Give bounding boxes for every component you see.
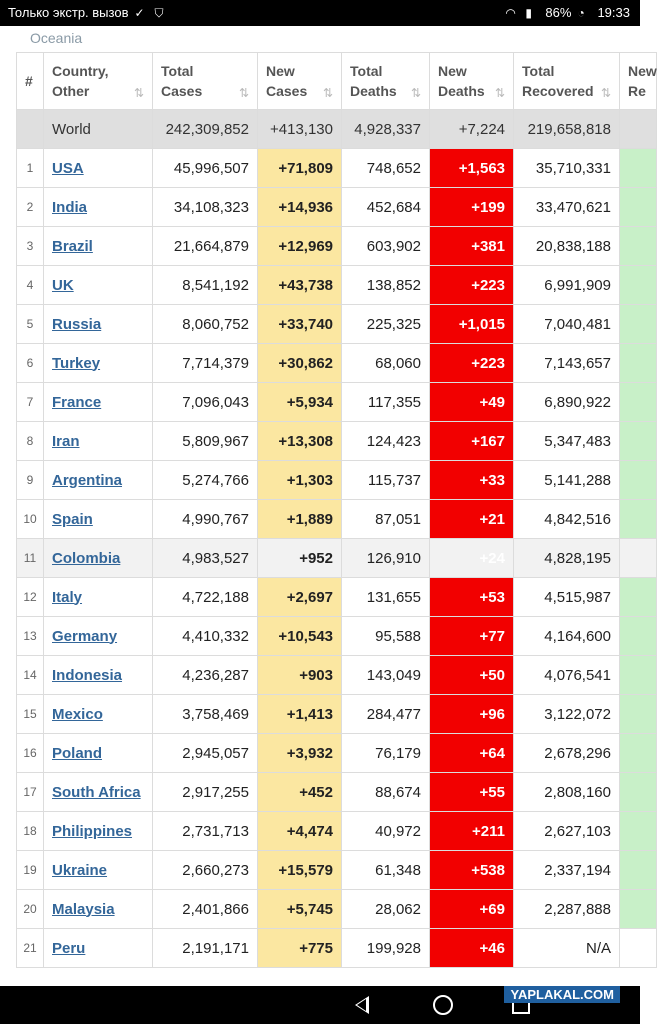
header-num: # xyxy=(17,53,44,110)
table-row xyxy=(17,695,657,734)
new-recovered xyxy=(620,383,657,422)
country-link[interactable]: Italy xyxy=(52,588,83,606)
total-deaths: 126,910 xyxy=(342,539,430,578)
country-link[interactable]: Turkey xyxy=(52,354,101,372)
country-name[interactable] xyxy=(44,929,153,968)
total-recovered: 5,141,288 xyxy=(514,461,620,500)
total-deaths: 138,852 xyxy=(342,266,430,305)
carrier-text: Только экстр. вызов xyxy=(8,5,129,20)
shield-icon: ⛉ xyxy=(154,5,164,20)
new-cases: +1,889 xyxy=(258,500,342,539)
table-row xyxy=(17,773,657,812)
total-deaths: 95,588 xyxy=(342,617,430,656)
new-cases: +71,809 xyxy=(258,149,342,188)
table-row xyxy=(17,188,657,227)
row-num: 15 xyxy=(17,695,44,734)
total-cases: 7,714,379 xyxy=(153,344,258,383)
country-name[interactable] xyxy=(44,812,153,851)
battery-percent: 86% xyxy=(545,5,572,20)
new-deaths: +53 xyxy=(430,578,514,617)
header-new-cases[interactable]: New Cases ⇅ xyxy=(258,53,342,110)
total-deaths: 603,902 xyxy=(342,227,430,266)
new-deaths: +46 xyxy=(430,929,514,968)
row-num: 12 xyxy=(17,578,44,617)
total-recovered: 20,838,188 xyxy=(514,227,620,266)
new-deaths: +24 xyxy=(430,539,514,578)
new-cases: +14,936 xyxy=(258,188,342,227)
country-link[interactable]: Argentina xyxy=(52,471,123,489)
new-deaths: +167 xyxy=(430,422,514,461)
header-total-recovered[interactable]: Total Recovered ⇅ xyxy=(514,53,620,110)
total-deaths: 131,655 xyxy=(342,578,430,617)
total-recovered: 219,658,818 xyxy=(514,110,620,149)
country-name[interactable] xyxy=(44,266,153,305)
new-recovered xyxy=(620,422,657,461)
home-icon[interactable] xyxy=(433,995,453,1015)
total-deaths: 88,674 xyxy=(342,773,430,812)
new-recovered xyxy=(620,578,657,617)
total-cases: 2,731,713 xyxy=(153,812,258,851)
new-deaths: +21 xyxy=(430,500,514,539)
total-recovered: N/A xyxy=(514,929,620,968)
total-recovered: 4,076,541 xyxy=(514,656,620,695)
country-link[interactable]: Indonesia xyxy=(52,666,123,684)
total-recovered: 5,347,483 xyxy=(514,422,620,461)
country-name[interactable] xyxy=(44,149,153,188)
header-new-deaths[interactable]: New Deaths ⇅ xyxy=(430,53,514,110)
new-cases: +1,413 xyxy=(258,695,342,734)
country-link[interactable]: Spain xyxy=(52,510,93,528)
table-row xyxy=(17,344,657,383)
row-num: 20 xyxy=(17,890,44,929)
header-total-cases[interactable]: Total Cases ⇅ xyxy=(153,53,258,110)
country-name[interactable] xyxy=(44,422,153,461)
new-recovered xyxy=(620,110,657,149)
alarm-icon: ◔ xyxy=(577,5,585,20)
new-cases: +13,308 xyxy=(258,422,342,461)
new-recovered xyxy=(620,539,657,578)
country-name[interactable] xyxy=(44,578,153,617)
new-recovered xyxy=(620,500,657,539)
new-cases: +43,738 xyxy=(258,266,342,305)
new-deaths: +33 xyxy=(430,461,514,500)
new-deaths: +50 xyxy=(430,656,514,695)
new-recovered xyxy=(620,695,657,734)
country-link[interactable]: France xyxy=(52,393,102,411)
total-recovered: 33,470,621 xyxy=(514,188,620,227)
table-row xyxy=(17,227,657,266)
new-cases: +12,969 xyxy=(258,227,342,266)
total-cases: 2,917,255 xyxy=(153,773,258,812)
new-deaths: +64 xyxy=(430,734,514,773)
total-recovered: 2,808,160 xyxy=(514,773,620,812)
header-country[interactable]: Country, Other ⇅ xyxy=(44,53,153,110)
total-cases: 242,309,852 xyxy=(153,110,258,149)
new-deaths: +223 xyxy=(430,266,514,305)
new-deaths: +1,015 xyxy=(430,305,514,344)
new-recovered xyxy=(620,266,657,305)
new-cases: +903 xyxy=(258,656,342,695)
country-link[interactable]: Colombia xyxy=(52,549,121,567)
table-row xyxy=(17,812,657,851)
new-recovered xyxy=(620,227,657,266)
new-cases: +952 xyxy=(258,539,342,578)
total-recovered: 2,678,296 xyxy=(514,734,620,773)
row-num: 8 xyxy=(17,422,44,461)
table-row xyxy=(17,617,657,656)
country-link[interactable]: Iran xyxy=(52,432,80,450)
country-name[interactable] xyxy=(44,227,153,266)
table-row xyxy=(17,539,657,578)
covid-table xyxy=(16,52,657,968)
sort-icon[interactable]: ⇅ xyxy=(238,86,249,100)
total-recovered: 35,710,331 xyxy=(514,149,620,188)
country-link[interactable]: UK xyxy=(52,276,74,294)
country-name[interactable] xyxy=(44,383,153,422)
table-row xyxy=(17,851,657,890)
total-deaths: 4,928,337 xyxy=(342,110,430,149)
new-deaths: +96 xyxy=(430,695,514,734)
table-row xyxy=(17,656,657,695)
total-recovered: 4,515,987 xyxy=(514,578,620,617)
total-cases: 7,096,043 xyxy=(153,383,258,422)
new-cases: +5,934 xyxy=(258,383,342,422)
total-deaths: 284,477 xyxy=(342,695,430,734)
new-recovered xyxy=(620,656,657,695)
row-num: 10 xyxy=(17,500,44,539)
new-deaths: +69 xyxy=(430,890,514,929)
status-bar xyxy=(0,0,640,26)
total-cases: 2,945,057 xyxy=(153,734,258,773)
total-deaths: 28,062 xyxy=(342,890,430,929)
country-name[interactable] xyxy=(44,344,153,383)
watermark-logo: YAPLAKAL.COM xyxy=(504,986,620,1003)
new-cases: +2,697 xyxy=(258,578,342,617)
country-name[interactable] xyxy=(44,656,153,695)
total-deaths: 76,179 xyxy=(342,734,430,773)
country-name[interactable] xyxy=(44,734,153,773)
total-cases: 4,983,527 xyxy=(153,539,258,578)
total-deaths: 117,355 xyxy=(342,383,430,422)
total-recovered: 4,164,600 xyxy=(514,617,620,656)
new-cases: +30,862 xyxy=(258,344,342,383)
new-cases: +3,932 xyxy=(258,734,342,773)
sort-icon[interactable]: ⇅ xyxy=(494,86,505,100)
total-deaths: 40,972 xyxy=(342,812,430,851)
new-deaths: +49 xyxy=(430,383,514,422)
row-num: 14 xyxy=(17,656,44,695)
new-deaths: +211 xyxy=(430,812,514,851)
new-recovered xyxy=(620,773,657,812)
new-cases: +10,543 xyxy=(258,617,342,656)
new-recovered xyxy=(620,812,657,851)
row-num xyxy=(17,110,44,149)
total-deaths: 115,737 xyxy=(342,461,430,500)
total-cases: 4,236,287 xyxy=(153,656,258,695)
row-num: 19 xyxy=(17,851,44,890)
row-num: 13 xyxy=(17,617,44,656)
header-total-deaths[interactable]: Total Deaths ⇅ xyxy=(342,53,430,110)
sort-icon[interactable]: ⇅ xyxy=(410,86,421,100)
total-cases: 21,664,879 xyxy=(153,227,258,266)
new-deaths: +7,224 xyxy=(430,110,514,149)
back-icon[interactable] xyxy=(355,996,369,1014)
new-recovered xyxy=(620,734,657,773)
table-row xyxy=(17,734,657,773)
total-deaths: 143,049 xyxy=(342,656,430,695)
clock-time: 19:33 xyxy=(597,5,630,20)
country-name[interactable] xyxy=(44,773,153,812)
total-deaths: 452,684 xyxy=(342,188,430,227)
total-recovered: 7,143,657 xyxy=(514,344,620,383)
country-name[interactable] xyxy=(44,539,153,578)
new-deaths: +199 xyxy=(430,188,514,227)
total-recovered: 7,040,481 xyxy=(514,305,620,344)
row-num: 4 xyxy=(17,266,44,305)
total-cases: 4,990,767 xyxy=(153,500,258,539)
total-cases: 5,809,967 xyxy=(153,422,258,461)
country-link[interactable]: USA xyxy=(52,159,84,177)
country-link[interactable]: Russia xyxy=(52,315,102,333)
total-recovered: 6,991,909 xyxy=(514,266,620,305)
total-cases: 4,722,188 xyxy=(153,578,258,617)
country-name[interactable] xyxy=(44,500,153,539)
new-cases: +15,579 xyxy=(258,851,342,890)
row-num: 11 xyxy=(17,539,44,578)
sort-icon[interactable]: ⇅ xyxy=(133,86,144,100)
new-cases: +775 xyxy=(258,929,342,968)
row-num: 16 xyxy=(17,734,44,773)
new-recovered xyxy=(620,890,657,929)
new-cases: +413,130 xyxy=(258,110,342,149)
row-num: 9 xyxy=(17,461,44,500)
total-cases: 4,410,332 xyxy=(153,617,258,656)
total-deaths: 199,928 xyxy=(342,929,430,968)
total-recovered: 4,842,516 xyxy=(514,500,620,539)
sort-icon[interactable]: ⇅ xyxy=(322,86,333,100)
table-row xyxy=(17,305,657,344)
country-link[interactable]: Peru xyxy=(52,939,86,957)
total-cases: 8,060,752 xyxy=(153,305,258,344)
header-new-recovered[interactable]: New Re xyxy=(620,53,657,110)
country-link[interactable]: Poland xyxy=(52,744,103,762)
new-cases: +1,303 xyxy=(258,461,342,500)
total-deaths: 748,652 xyxy=(342,149,430,188)
battery-icon: ▮ xyxy=(525,5,533,20)
total-deaths: 61,348 xyxy=(342,851,430,890)
covid-table-container[interactable] xyxy=(16,52,657,986)
new-deaths: +381 xyxy=(430,227,514,266)
country-link[interactable]: Ukraine xyxy=(52,861,108,879)
new-recovered xyxy=(620,929,657,968)
total-cases: 3,758,469 xyxy=(153,695,258,734)
total-cases: 2,191,171 xyxy=(153,929,258,968)
new-recovered xyxy=(620,188,657,227)
row-num: 21 xyxy=(17,929,44,968)
new-recovered xyxy=(620,149,657,188)
table-row xyxy=(17,461,657,500)
country-link[interactable]: South Africa xyxy=(52,783,141,801)
new-cases: +4,474 xyxy=(258,812,342,851)
total-recovered: 2,287,888 xyxy=(514,890,620,929)
country-name[interactable] xyxy=(44,695,153,734)
country-link[interactable]: Philippines xyxy=(52,822,133,840)
new-recovered xyxy=(620,851,657,890)
country-name[interactable] xyxy=(44,305,153,344)
row-num: 3 xyxy=(17,227,44,266)
new-cases: +33,740 xyxy=(258,305,342,344)
total-cases: 2,401,866 xyxy=(153,890,258,929)
new-recovered xyxy=(620,461,657,500)
table-row xyxy=(17,422,657,461)
new-recovered xyxy=(620,344,657,383)
country-name[interactable] xyxy=(44,188,153,227)
row-num: 1 xyxy=(17,149,44,188)
row-num: 17 xyxy=(17,773,44,812)
new-cases: +452 xyxy=(258,773,342,812)
country-name[interactable] xyxy=(44,890,153,929)
total-recovered: 4,828,195 xyxy=(514,539,620,578)
country-link[interactable]: India xyxy=(52,198,88,216)
row-num: 5 xyxy=(17,305,44,344)
country-link[interactable]: Malaysia xyxy=(52,900,115,918)
country-name[interactable] xyxy=(44,851,153,890)
total-recovered: 6,890,922 xyxy=(514,383,620,422)
country-link[interactable]: Brazil xyxy=(52,237,93,255)
table-row xyxy=(17,890,657,929)
row-num: 7 xyxy=(17,383,44,422)
row-num: 6 xyxy=(17,344,44,383)
total-cases: 5,274,766 xyxy=(153,461,258,500)
world-row xyxy=(17,110,657,149)
sort-icon[interactable]: ⇅ xyxy=(600,86,611,100)
country-name: World xyxy=(44,110,153,149)
row-num: 2 xyxy=(17,188,44,227)
total-cases: 34,108,323 xyxy=(153,188,258,227)
table-header-row xyxy=(17,53,657,110)
total-deaths: 124,423 xyxy=(342,422,430,461)
country-name[interactable] xyxy=(44,461,153,500)
checkmark-icon: ✓ xyxy=(134,5,145,20)
total-recovered: 2,337,194 xyxy=(514,851,620,890)
new-recovered xyxy=(620,617,657,656)
table-row xyxy=(17,266,657,305)
total-cases: 2,660,273 xyxy=(153,851,258,890)
table-row xyxy=(17,149,657,188)
new-cases: +5,745 xyxy=(258,890,342,929)
table-row xyxy=(17,500,657,539)
new-recovered xyxy=(620,305,657,344)
new-deaths: +538 xyxy=(430,851,514,890)
table-row xyxy=(17,929,657,968)
new-deaths: +223 xyxy=(430,344,514,383)
total-recovered: 3,122,072 xyxy=(514,695,620,734)
new-deaths: +77 xyxy=(430,617,514,656)
total-deaths: 68,060 xyxy=(342,344,430,383)
wifi-icon: ◠ xyxy=(505,5,516,20)
table-row xyxy=(17,383,657,422)
total-deaths: 225,325 xyxy=(342,305,430,344)
table-row xyxy=(17,578,657,617)
total-cases: 8,541,192 xyxy=(153,266,258,305)
new-deaths: +55 xyxy=(430,773,514,812)
country-link[interactable]: Germany xyxy=(52,627,118,645)
new-deaths: +1,563 xyxy=(430,149,514,188)
tab-oceania[interactable]: Oceania xyxy=(30,30,83,46)
total-deaths: 87,051 xyxy=(342,500,430,539)
total-cases: 45,996,507 xyxy=(153,149,258,188)
row-num: 18 xyxy=(17,812,44,851)
country-link[interactable]: Mexico xyxy=(52,705,103,723)
total-recovered: 2,627,103 xyxy=(514,812,620,851)
country-name[interactable] xyxy=(44,617,153,656)
